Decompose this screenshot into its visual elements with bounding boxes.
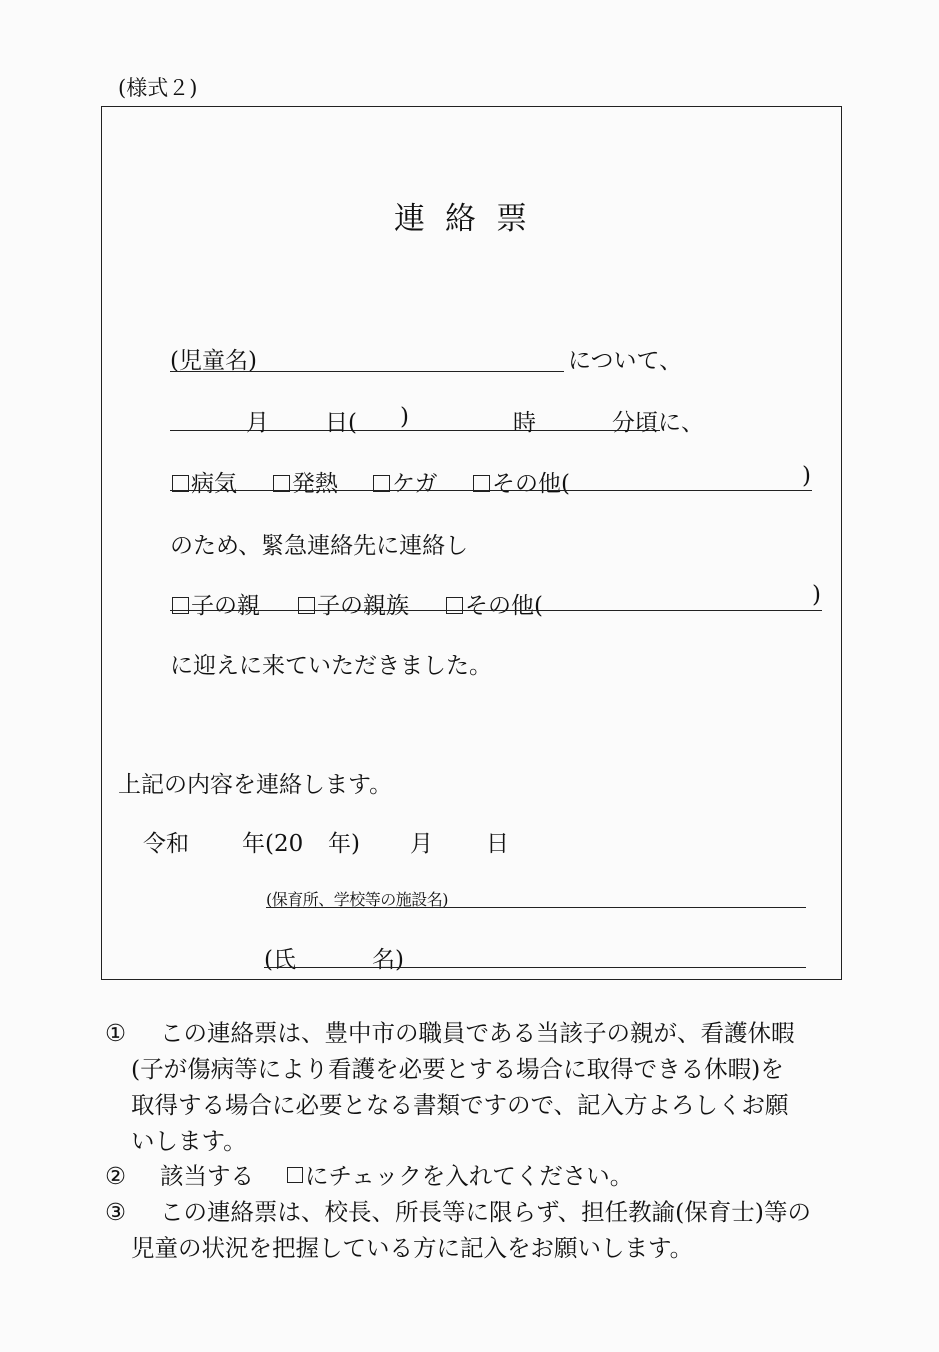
note-2-before: 該当する xyxy=(160,1162,254,1190)
reason-option-illness[interactable] xyxy=(172,465,237,498)
date-year-close: 年) xyxy=(328,831,360,857)
regarding-text: について、 xyxy=(568,348,683,374)
note-2-checkbox-icon xyxy=(287,1167,303,1183)
reason-injury-label: ケガ xyxy=(392,471,438,497)
pickup-close-paren: ) xyxy=(812,582,821,608)
datetime-hour-label: 時 xyxy=(513,410,536,436)
reason-option-fever[interactable] xyxy=(273,465,338,498)
date-year-label: 年(20 xyxy=(242,831,304,857)
datetime-field[interactable] xyxy=(170,430,660,431)
reason-close-paren: ) xyxy=(802,463,811,489)
date-era-label: 令和 xyxy=(143,831,189,857)
report-text: 上記の内容を連絡します。 xyxy=(118,772,393,798)
reason-fever-label: 発熱 xyxy=(292,471,338,497)
pickup-text: に迎えに来ていただきました。 xyxy=(170,653,492,679)
datetime-month-label: 月 xyxy=(246,410,269,436)
reason-underline xyxy=(170,490,812,491)
form-title: 連絡票 xyxy=(394,201,547,237)
datetime-day-close: ) xyxy=(400,404,409,430)
note-2-after: にチェックを入れてください。 xyxy=(305,1162,634,1190)
reason-option-injury[interactable] xyxy=(373,465,438,498)
note-1-line-1: この連絡票は、豊中市の職員である当該子の親が、看護休暇 xyxy=(160,1019,795,1047)
facility-name-field[interactable] xyxy=(266,907,806,908)
reason-illness-label: 病気 xyxy=(191,471,237,497)
pickup-parent-label: 子の親 xyxy=(191,593,260,619)
note-1-line-2: (子が傷病等により看護を必要とする場合に取得できる休暇)を xyxy=(131,1055,784,1083)
note-2-marker: ② xyxy=(105,1162,127,1190)
date-month-label: 月 xyxy=(410,831,433,857)
reason-other-label: その他( xyxy=(492,471,570,497)
signer-name-label-open: (氏 xyxy=(264,947,296,973)
datetime-day-label: 日( xyxy=(325,410,357,436)
pickup-other-label: その他( xyxy=(465,593,543,619)
pickup-option-parent[interactable] xyxy=(172,587,260,620)
note-3-line-1: この連絡票は、校長、所長等に限らず、担任教諭(保育士)等の xyxy=(160,1198,811,1226)
pickup-underline xyxy=(170,610,822,611)
pickup-relative-label: 子の親族 xyxy=(317,593,409,619)
note-3-line-2: 児童の状況を把握している方に記入をお願いします。 xyxy=(131,1234,694,1262)
note-1-line-3: 取得する場合に必要となる書類ですので、記入方よろしくお願 xyxy=(131,1091,789,1119)
pickup-relative-checkbox[interactable] xyxy=(298,597,315,614)
pickup-option-other[interactable] xyxy=(446,587,543,620)
pickup-option-relative[interactable] xyxy=(298,587,409,620)
signer-name-label-close: 名) xyxy=(372,947,404,973)
reason-option-other[interactable] xyxy=(473,465,570,498)
note-3-marker: ③ xyxy=(105,1198,127,1226)
datetime-minute-label: 分頃に、 xyxy=(612,410,704,436)
pickup-other-checkbox[interactable] xyxy=(446,597,463,614)
form-number-label: (様式２) xyxy=(118,76,198,100)
pickup-parent-checkbox[interactable] xyxy=(172,597,189,614)
signer-name-field[interactable] xyxy=(264,967,806,968)
date-day-label: 日 xyxy=(486,831,509,857)
contact-text: のため、緊急連絡先に連絡し xyxy=(170,533,469,559)
note-1-line-4: いします。 xyxy=(131,1127,247,1155)
child-name-field[interactable] xyxy=(170,371,564,372)
note-1-marker: ① xyxy=(105,1019,127,1047)
facility-label: (保育所、学校等の施設名) xyxy=(266,890,448,909)
child-name-label: (児童名) xyxy=(170,348,257,374)
